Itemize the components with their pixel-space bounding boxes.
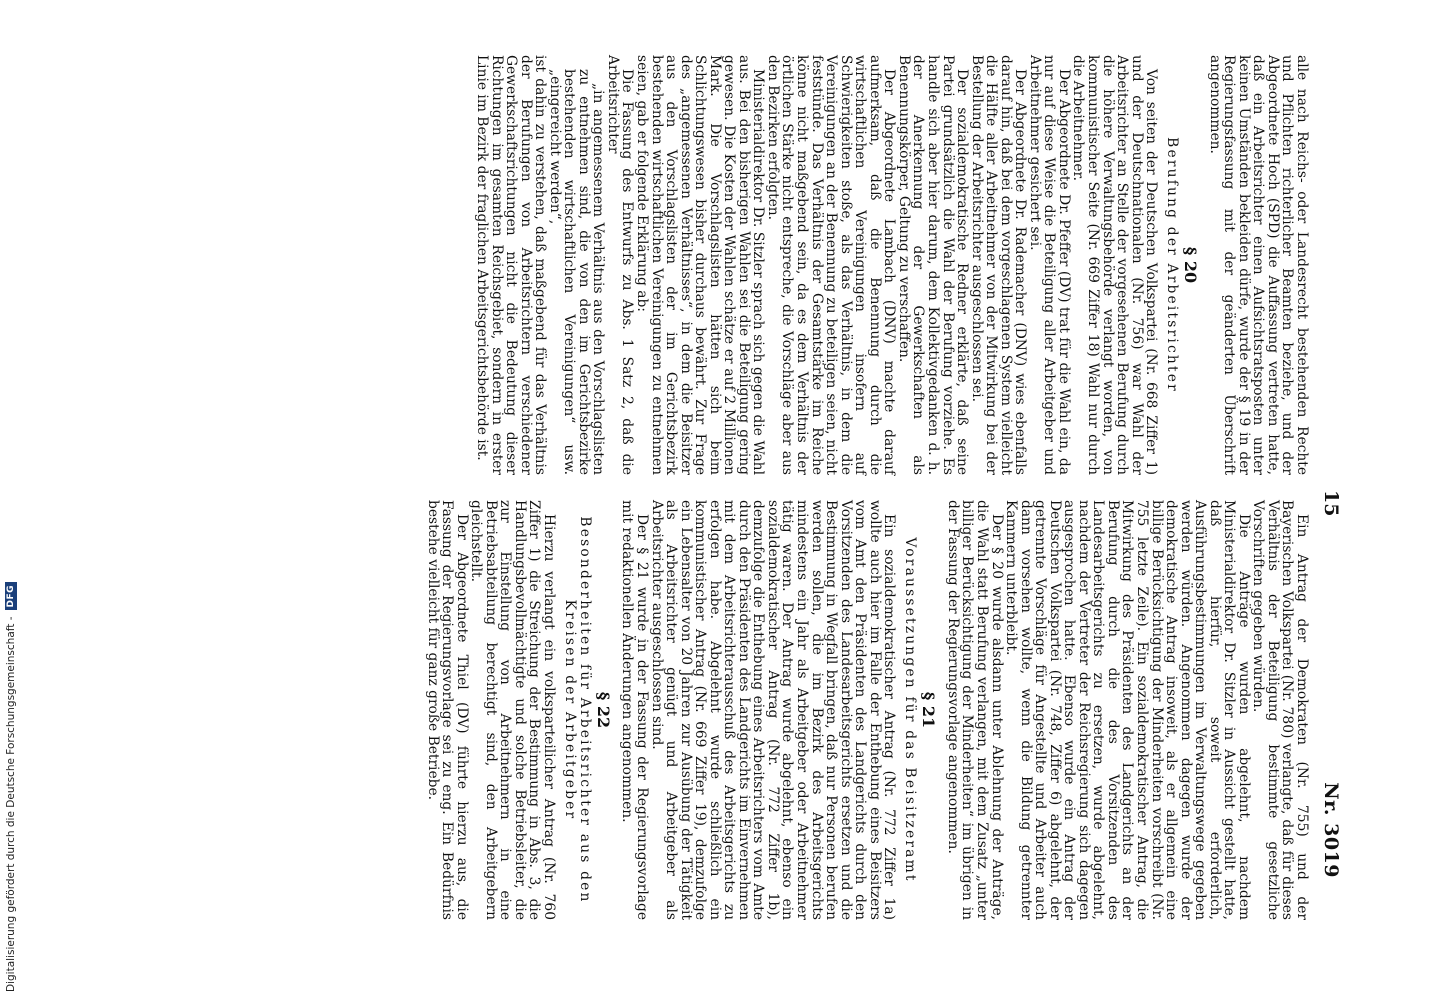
paragraph: Die Anträge wurden abgelehnt, nachdem Ministerialdirektor Dr. Sitzler in Aussicht gestellt hatte, daß hierfür, soweit erforderlich, Ausführungsbestimmungen im Verwaltungswege gegeben werden würden. Angenommen dagegen wurde der demokratische Antrag insoweit, als er allgemein eine billige Berücksichtigung der Minderheiten vorschreibt (Nr. 755 letzte Zeile). Ein sozialdemokratischer Antrag, die Mitwirkung des Präsidenten des Landgerichts an der Berufung durch die des Vorsitzenden des Landesarbeitsgerichts zu ersetzen, wurde abgelehnt, nachdem der Vertreter der Reichsregierung sich dagegen ausgesprochen hatte. Ebenso wurde ein Antrag der Deutschen Volkspartei (Nr. 748, Ziffer 6) abgelehnt, der getrennte Vorschläge für Angestellte und Arbeiter auch dann vorsehen wollte, wenn die Bildung getrennter Kammern unterbleibt. <box>1003 500 1252 920</box>
digitization-footer <box>0 0 22 1000</box>
paragraph: Ein sozialdemokratischer Antrag (Nr. 772 Ziffer 1a) wollte auch hier im Falle der Enthebung eines Beisitzers vom Amt den Präsidenten des Landgerichts durch den Vorsitzenden des Landesarbeitsgerichts ersetzen und die Bestimmung in Wegfall bringen, daß nur Personen berufen werden sollen, die im Bezirk des Arbeitsgerichts mindestens ein Jahr als Arbeitgeber oder Arbeitnehmer tätig waren. Der Antrag wurde abgelehnt, ebenso ein sozialdemokratischer Antrag (Nr. 772 Ziffer 1b), demzufolge die Enthebung eines Arbeitsrichters vom Amte durch den Präsidenten des Landgerichts im Einvernehmen mit dem Arbeitsrichterausschuß des Arbeitsgerichts zu erfolgen habe. Abgelehnt wurde schließlich ein kommunistischer Antrag (Nr. 669 Ziffer 19), demzufolge ein Lebensalter von 20 Jahren zur Ausübung der Tätigkeit als Arbeitsrichter genügt und Arbeitgeber als Arbeitsrichter ausgeschlossen sind. <box>648 500 898 920</box>
quotation: „in angemessenem Verhältnis aus den Vorschlagslisten zu entnehmen sind, die von den im Gerichtsbezirke bestehenden wirtschaftlichen Vereinigungen“ usw. „eingereicht werden“, <box>546 69 607 475</box>
paragraph: Der Abgeordnete Thiel (DV) führte hierzu aus, die Fassung der Regierungsvorlage sei zu eng. Ein Bedürfnis bestehe vielleicht für ganz große Betriebe. <box>424 500 470 920</box>
dfg-logo: DFG <box>5 582 17 611</box>
paragraph: Der § 21 wurde in der Fassung der Regierungsvorlage mit redaktionellen Änderungen angenommen. <box>619 500 651 920</box>
paragraph: Von seiten der Deutschen Volkspartei (Nr. 668 Ziffer 1) und der Deutschnationalen (Nr. 756) war Wahl der Arbeitsrichter an Stelle der vorgesehenen Berufung durch die höhere Verwaltungsbehörde verlangt worden, von kommunistischer Seite (Nr. 669 Ziffer 18) Wahl nur durch die Arbeitnehmer. <box>1070 55 1160 475</box>
paragraph: Der sozialdemokratische Redner erklärte, daß seine Partei grundsätzlich die Wahl der Berufung vorziehe. Es handle sich aber hier darum, dem Kollektivgedanken d. h. der Anerkennung der Gewerkschaften als Benennungskörper, Geltung zu verschaffen. <box>895 55 971 475</box>
right-column <box>425 500 1309 920</box>
section-number: § 22 <box>593 691 613 729</box>
footer-text: Digitalisierung gefördert durch die Deutsche Forschungsgemeinschaft - <box>5 616 17 992</box>
paragraph: Der Abgeordnete Lambach (DNV) machte darauf aufmerksam, daß die Benennung durch die wirtschaftlichen Vereinigungen insofern auf Schwierigkeiten stoße, als das Verhältnis, in dem die Vereinigungen an der Benennung zu beteiligen seien, nicht feststünde. Das Verhältnis der Gesamtstärke im Reiche könne nicht maßgebend sein, da es dem Verhältnis der örtlichen Stärke nicht entspreche, die Vorschläge aber aus den Bezirken erfolgten. <box>764 55 898 475</box>
paragraph: Der § 20 wurde alsdann unter Ablehnung der Anträge, die Wahl statt Berufung verlangen, mit dem Zusatz „unter billiger Berücksichtigung der Minderheiten“ im übrigen in der Fassung der Regierungsvorlage angenommen. <box>944 500 1005 920</box>
paragraph: Ein Antrag der Demokraten (Nr. 755) und der Bayerischen Volkspartei (Nr. 780) verlangte, daß für dieses Verhältnis der Beteiligung bestimmte gesetzliche Vorschriften gegeben würden. <box>1250 500 1310 920</box>
paragraph: Der Abgeordnete Dr. Rademacher (DNV) wies ebenfalls darauf hin, daß bei dem vorgeschlagenen System vielleicht die Hälfte aller Arbeitnehmer von der Mitwirkung bei der Bestellung der Arbeitsrichter ausgeschlossen sei. <box>968 55 1029 475</box>
document-number: Nr. 3019 <box>1320 782 1342 878</box>
section-title: Besonderheiten für Arbeitsrichter aus den Kreisen der Arbeitgeber <box>561 516 593 904</box>
paragraph: Der Abgeordnete Dr. Pfeffer (DV) trat für die Wahl ein, da nur auf diese Weise die Beteiligung aller Arbeitgeber und Arbeitnehmer gesichert sei. <box>1026 55 1072 475</box>
section-title: Berufung der Arbeitsrichter <box>1164 137 1181 393</box>
paragraph: alle nach Reichs- oder Landesrecht bestehenden Rechte und Pflichten richterlicher Beamten beziehe, und der Abgeordnete Hoch (SPD) die Auffassung vertreten hatte, daß ein Arbeitsrichter einen Aufsichtsratsposten unter keinen Umständen bekleiden dürfe, wurde der § 19 in der Regierungsfassung mit der geänderten Überschrift angenommen. <box>1206 55 1310 475</box>
section-number: § 20 <box>1181 246 1201 284</box>
paragraph: Die Fassung des Entwurfs zu Abs. 1 Satz 2, daß die Arbeitsrichter <box>604 55 636 475</box>
section-title: Voraussetzungen für das Beisitzeramt <box>902 537 919 883</box>
paragraph: ist dahin zu verstehen, daß maßgebend für das Verhältnis der Berufungen von Arbeitsrichtern verschiedener Gewerkschaftsrichtungen nicht die Bedeutung dieser Richtungen im gesamten Reichsgebiet, sondern in erster Linie im Bezirk der fraglichen Arbeitsgerichtsbehörde ist. <box>474 55 549 475</box>
paragraph: Hierzu verlangt ein volksparteilicher Antrag (Nr. 760 Ziffer 1) die Streichung der Bestimmung in Abs. 3, die Handlungsbevollmächtigte und solche Betriebsleiter, die zur Einstellung von Arbeitnehmern in eine Betriebsabteilung berechtigt sind, den Arbeitgebern gleichstellt. <box>468 500 557 920</box>
section-number: § 21 <box>919 691 939 729</box>
left-column <box>474 55 1309 475</box>
page-number: 15 <box>1320 490 1342 517</box>
paragraph: Ministerialdirektor Dr. Sitzler sprach sich gegen die Wahl aus. Bei den bisherigen Wahlen sei die Beteiligung gering gewesen. Die Kosten der Wahlen schätze er auf 2 Millionen Mark. Die Vorschlagslisten hätten sich beim Schlichtungswesen bisher durchaus bewährt. Zur Frage des „angemessenen Verhältnisses“, in dem die Beisitzer aus den Vorschlagslisten der im Gerichtsbezirk bestehenden wirtschaftlichen Vereinigungen zu entnehmen seien, gab er folgende Erklärung ab: <box>634 55 767 475</box>
